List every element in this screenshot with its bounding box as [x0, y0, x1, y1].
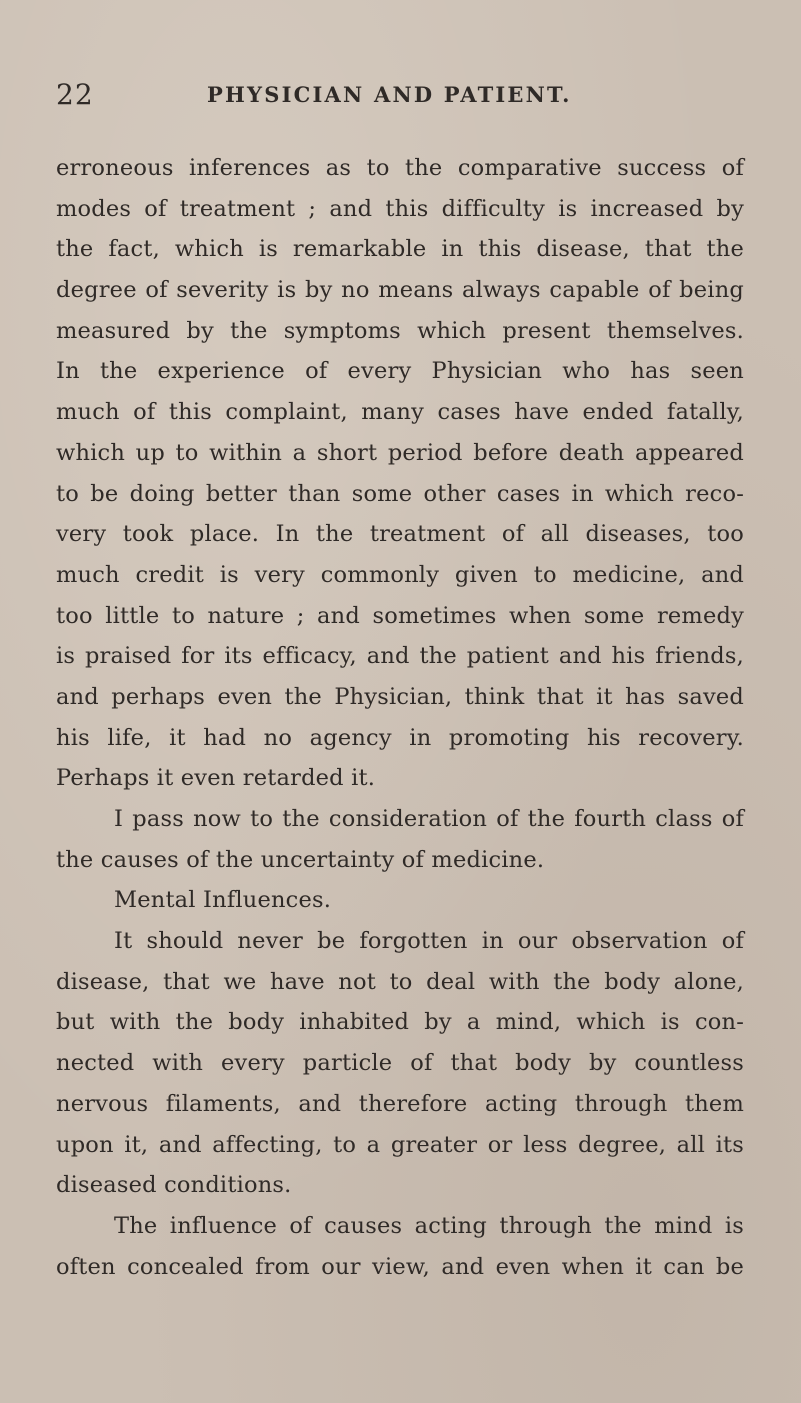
- text-line: disease, that we have not to deal with the body alone,: [56, 968, 744, 995]
- text-line: which up to within a short period before death appeared: [56, 439, 744, 466]
- text-line: diseased conditions.: [56, 1172, 292, 1199]
- running-head: [56, 78, 756, 118]
- text-line: erroneous inferences as to the comparative success of: [56, 155, 744, 181]
- text-line: nervous filaments, and therefore acting through them: [56, 1090, 744, 1117]
- text-line: very took place. In the treatment of all diseases, too: [56, 521, 744, 548]
- text-line: The influence of causes acting through the mind is: [114, 1212, 744, 1239]
- text-line: Perhaps it even retarded it.: [56, 765, 376, 792]
- text-line: upon it, and affecting, to a greater or less degree, all its: [56, 1131, 744, 1158]
- section-heading: Mental Influences.: [114, 887, 332, 914]
- text-line: modes of treatment ; and this difficulty is increased by: [56, 195, 744, 222]
- text-line: much of this complaint, many cases have ended fatally,: [56, 399, 744, 426]
- body-text: [56, 148, 744, 1287]
- text-line: the fact, which is remarkable in this disease, that the: [56, 236, 744, 263]
- text-line: but with the body inhabited by a mind, which is con-: [56, 1009, 744, 1036]
- running-title: PHYSICIAN AND PATIENT.: [207, 82, 572, 107]
- text-line: degree of severity is by no means always capable of being: [56, 277, 744, 304]
- text-line: often concealed from our view, and even when it can be: [56, 1253, 744, 1280]
- text-line: is praised for its efficacy, and the patient and his friends,: [56, 643, 744, 670]
- text-line: too little to nature ; and sometimes when some remedy: [56, 602, 744, 629]
- text-line: the causes of the uncertainty of medicine.: [56, 846, 545, 873]
- text-line: and perhaps even the Physician, think that it has saved: [56, 683, 744, 710]
- text-line: In the experience of every Physician who has seen: [56, 358, 744, 385]
- text-line: nected with every particle of that body by countless: [56, 1050, 744, 1077]
- page-number: 22: [56, 78, 94, 111]
- text-line: I pass now to the consideration of the fourth class of: [114, 806, 744, 832]
- text-line: to be doing better than some other cases in which reco-: [56, 480, 744, 507]
- text-line: his life, it had no agency in promoting his recovery.: [56, 724, 744, 751]
- text-line: It should never be forgotten in our observation of: [114, 928, 744, 955]
- text-line: much credit is very commonly given to medicine, and: [56, 561, 744, 588]
- text-line: measured by the symptoms which present themselves.: [56, 317, 744, 344]
